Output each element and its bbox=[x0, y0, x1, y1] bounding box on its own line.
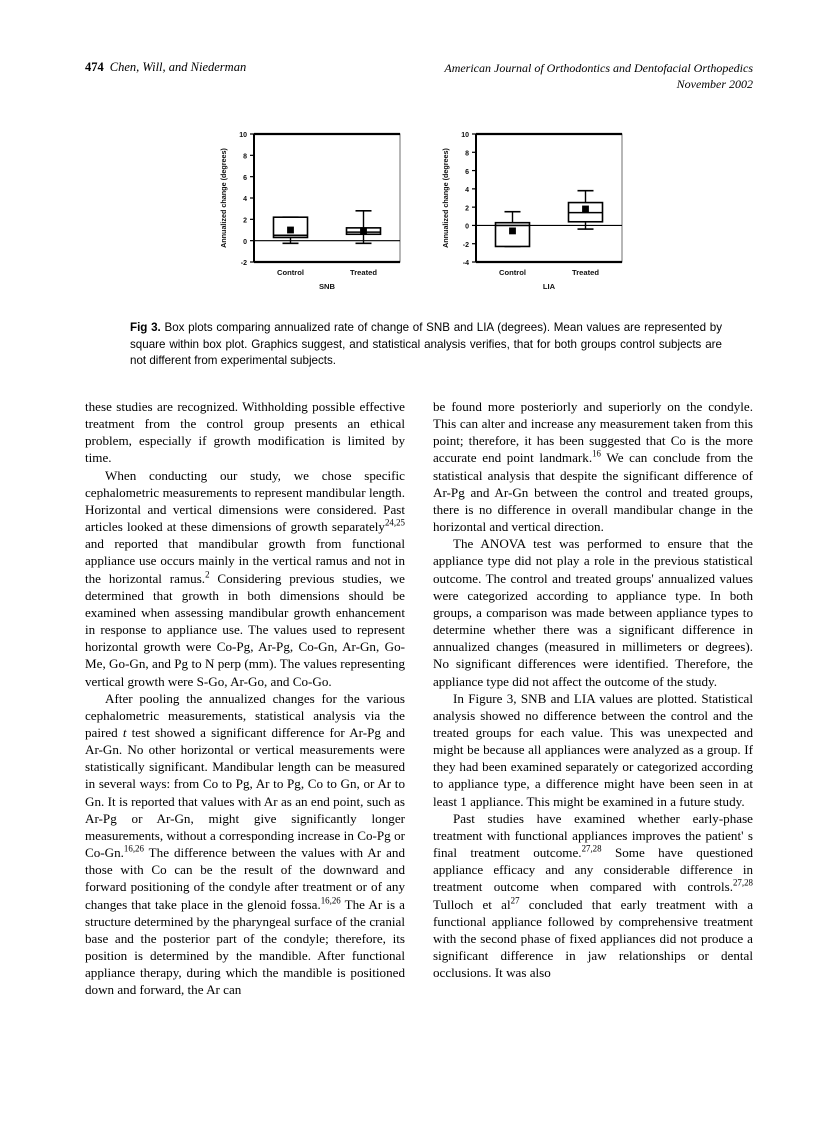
running-head bbox=[85, 60, 753, 100]
journal-title: American Journal of Orthodontics and Dentofacial Orthopedics bbox=[444, 61, 753, 75]
svg-text:SNB: SNB bbox=[318, 282, 336, 291]
svg-text:Annualized change (degrees): Annualized change (degrees) bbox=[219, 148, 228, 248]
paragraph: these studies are recognized. Withholding possible effective treatment from the control group presents an ethical problem, especially if growth modification is limited by time. bbox=[85, 399, 405, 466]
svg-text:Control: Control bbox=[499, 268, 526, 277]
running-head-left bbox=[85, 60, 246, 75]
svg-text:Control: Control bbox=[277, 268, 304, 277]
paragraph: After pooling the annualized changes for the various cephalometric measurements, statistical analysis via the paired t test showed a significant difference for Ar-Pg and Ar-Gn. No other horizontal or vertical measurements were statistically significant. Mandibular length can be measured in several ways: from Co to Pg, Ar to Pg, Co to Gn, or Ar to Gn. It is reported that values with Ar as an end point, such as Ar-Pg or Ar-Gn, might give significantly longer measurements, without a corresponding increase in Co-Pg or Co-Gn.$^{16,26}$ The difference between the values with Ar and those with Co can be the result of the downward and forward positioning of the condyle after treatment or of any changes that take place in the glenoid fossa.$^{16,26}$ The Ar is a structure determined by the pharyngeal surface of the cranial base and the posterior part of the condyle; therefore, its position is determined by the mandible. After functional appliance therapy, during which the mandible is positioned down and forward, the Ar can bbox=[85, 690, 405, 998]
svg-text:10: 10 bbox=[461, 132, 469, 140]
paragraph: In Figure 3, SNB and LIA values are plotted. Statistical analysis showed no difference between the control and the treated groups for each value. This was unexpected and might be because all appliances were analyzed as a group. If they had been examined separately or categorized according to appliance type, a difference might have been seen in at least 1 appliance. This might be examined in a future study. bbox=[433, 690, 753, 809]
paragraph: When conducting our study, we chose specific cephalometric measurements to represent mandibular length. Horizontal and vertical dimensions were considered. Past articles looked at these dimensions of growth separately$^{24,25}$ and reported that mandibular growth from functional appliance use occurs mainly in the vertical ramus and not in the horizontal ramus.$^2$ Considering previous studies, we determined that growth in both dimensions should be examined when assessing mandibular growth enhancement in response to appliance use. The values used to represent horizontal growth were Co-Pg, Ar-Pg, Co-Gn, Ar-Gn, Go-Me, Go-Gn, and Pg to N perp (mm). The values representing vertical growth were S-Go, Ar-Go, and Co-Go. bbox=[85, 467, 405, 689]
svg-text:-2: -2 bbox=[240, 260, 247, 268]
svg-text:Annualized change (degrees): Annualized change (degrees) bbox=[441, 148, 450, 248]
svg-text:8: 8 bbox=[243, 153, 247, 161]
paragraph: Past studies have examined whether early-phase treatment with functional appliances improves the patient' s final treatment outcome.$^{27,28}$ Some have questioned appliance efficacy and any considerable difference in treatment outcome when compared with controls.$^{27,28}$ Tulloch et $al^{27}$ concluded that early treatment with a functional appliance followed by comprehensive treatment with the second phase of fixed appliances did not produce a significant difference in jaw relationships or dental occlusions. It was also bbox=[433, 810, 754, 981]
issue-date: November 2002 bbox=[676, 77, 753, 91]
figure-caption bbox=[130, 320, 722, 370]
figure-3 bbox=[85, 122, 753, 302]
svg-text:8: 8 bbox=[465, 150, 469, 158]
box-plot-lia bbox=[430, 122, 630, 302]
box-plot-snb-svg bbox=[208, 122, 408, 302]
svg-text:0: 0 bbox=[243, 238, 247, 246]
body-columns bbox=[85, 398, 753, 1078]
paragraph: be found more posteriorly and superiorly on the condyle. This can alter and increase any measurement taken from this point; therefore, it has been suggested that Co is the more accurate end point landmark.$^{16}$ We can conclude from the statistical analysis that despite the significant difference of Ar-Pg and Ar-Gn between the control and treated groups, there is no difference in overall mandibular change in the horizontal and vertical direction. bbox=[433, 399, 753, 535]
figure-caption-text: Box plots comparing annualized rate of change of SNB and LIA (degrees). Mean values are represented by square within box plot. Graphics suggest, and statistical analysis verifies, that for both groups control subjects are not different from experimental subjects. bbox=[130, 321, 722, 367]
svg-text:2: 2 bbox=[243, 217, 247, 225]
svg-text:-4: -4 bbox=[462, 260, 469, 268]
svg-text:LIA: LIA bbox=[542, 282, 556, 291]
box-plot-row bbox=[85, 122, 753, 302]
column-left bbox=[85, 398, 405, 998]
paragraph: The ANOVA test was performed to ensure that the appliance type did not play a role in the previous statistical outcome. The control and treated groups' annualized values were categorized according to appliance type. In both groups, a comparison was made between appliance types to determine whether there was a significant difference in annualized changes (measured in millimeters or degrees). No significant differences were identified. Therefore, the appliance type did not affect the outcome of the study. bbox=[433, 536, 753, 689]
running-head-authors: Chen, Will, and Niederman bbox=[109, 60, 247, 74]
svg-text:0: 0 bbox=[465, 223, 469, 231]
svg-text:4: 4 bbox=[243, 196, 247, 204]
page-folio: 474 bbox=[85, 60, 104, 74]
svg-text:-2: -2 bbox=[462, 241, 469, 249]
svg-text:6: 6 bbox=[243, 174, 247, 182]
svg-text:4: 4 bbox=[465, 187, 469, 195]
svg-text:6: 6 bbox=[465, 168, 469, 176]
box-plot-lia-svg bbox=[430, 122, 630, 302]
svg-text:Treated: Treated bbox=[349, 268, 378, 277]
svg-text:10: 10 bbox=[239, 132, 247, 140]
column-right bbox=[433, 398, 753, 981]
svg-text:Treated: Treated bbox=[571, 268, 600, 277]
figure-label: Fig 3. bbox=[130, 321, 161, 334]
box-plot-snb bbox=[208, 122, 408, 302]
running-head-right bbox=[444, 60, 753, 92]
svg-text:2: 2 bbox=[465, 205, 469, 213]
